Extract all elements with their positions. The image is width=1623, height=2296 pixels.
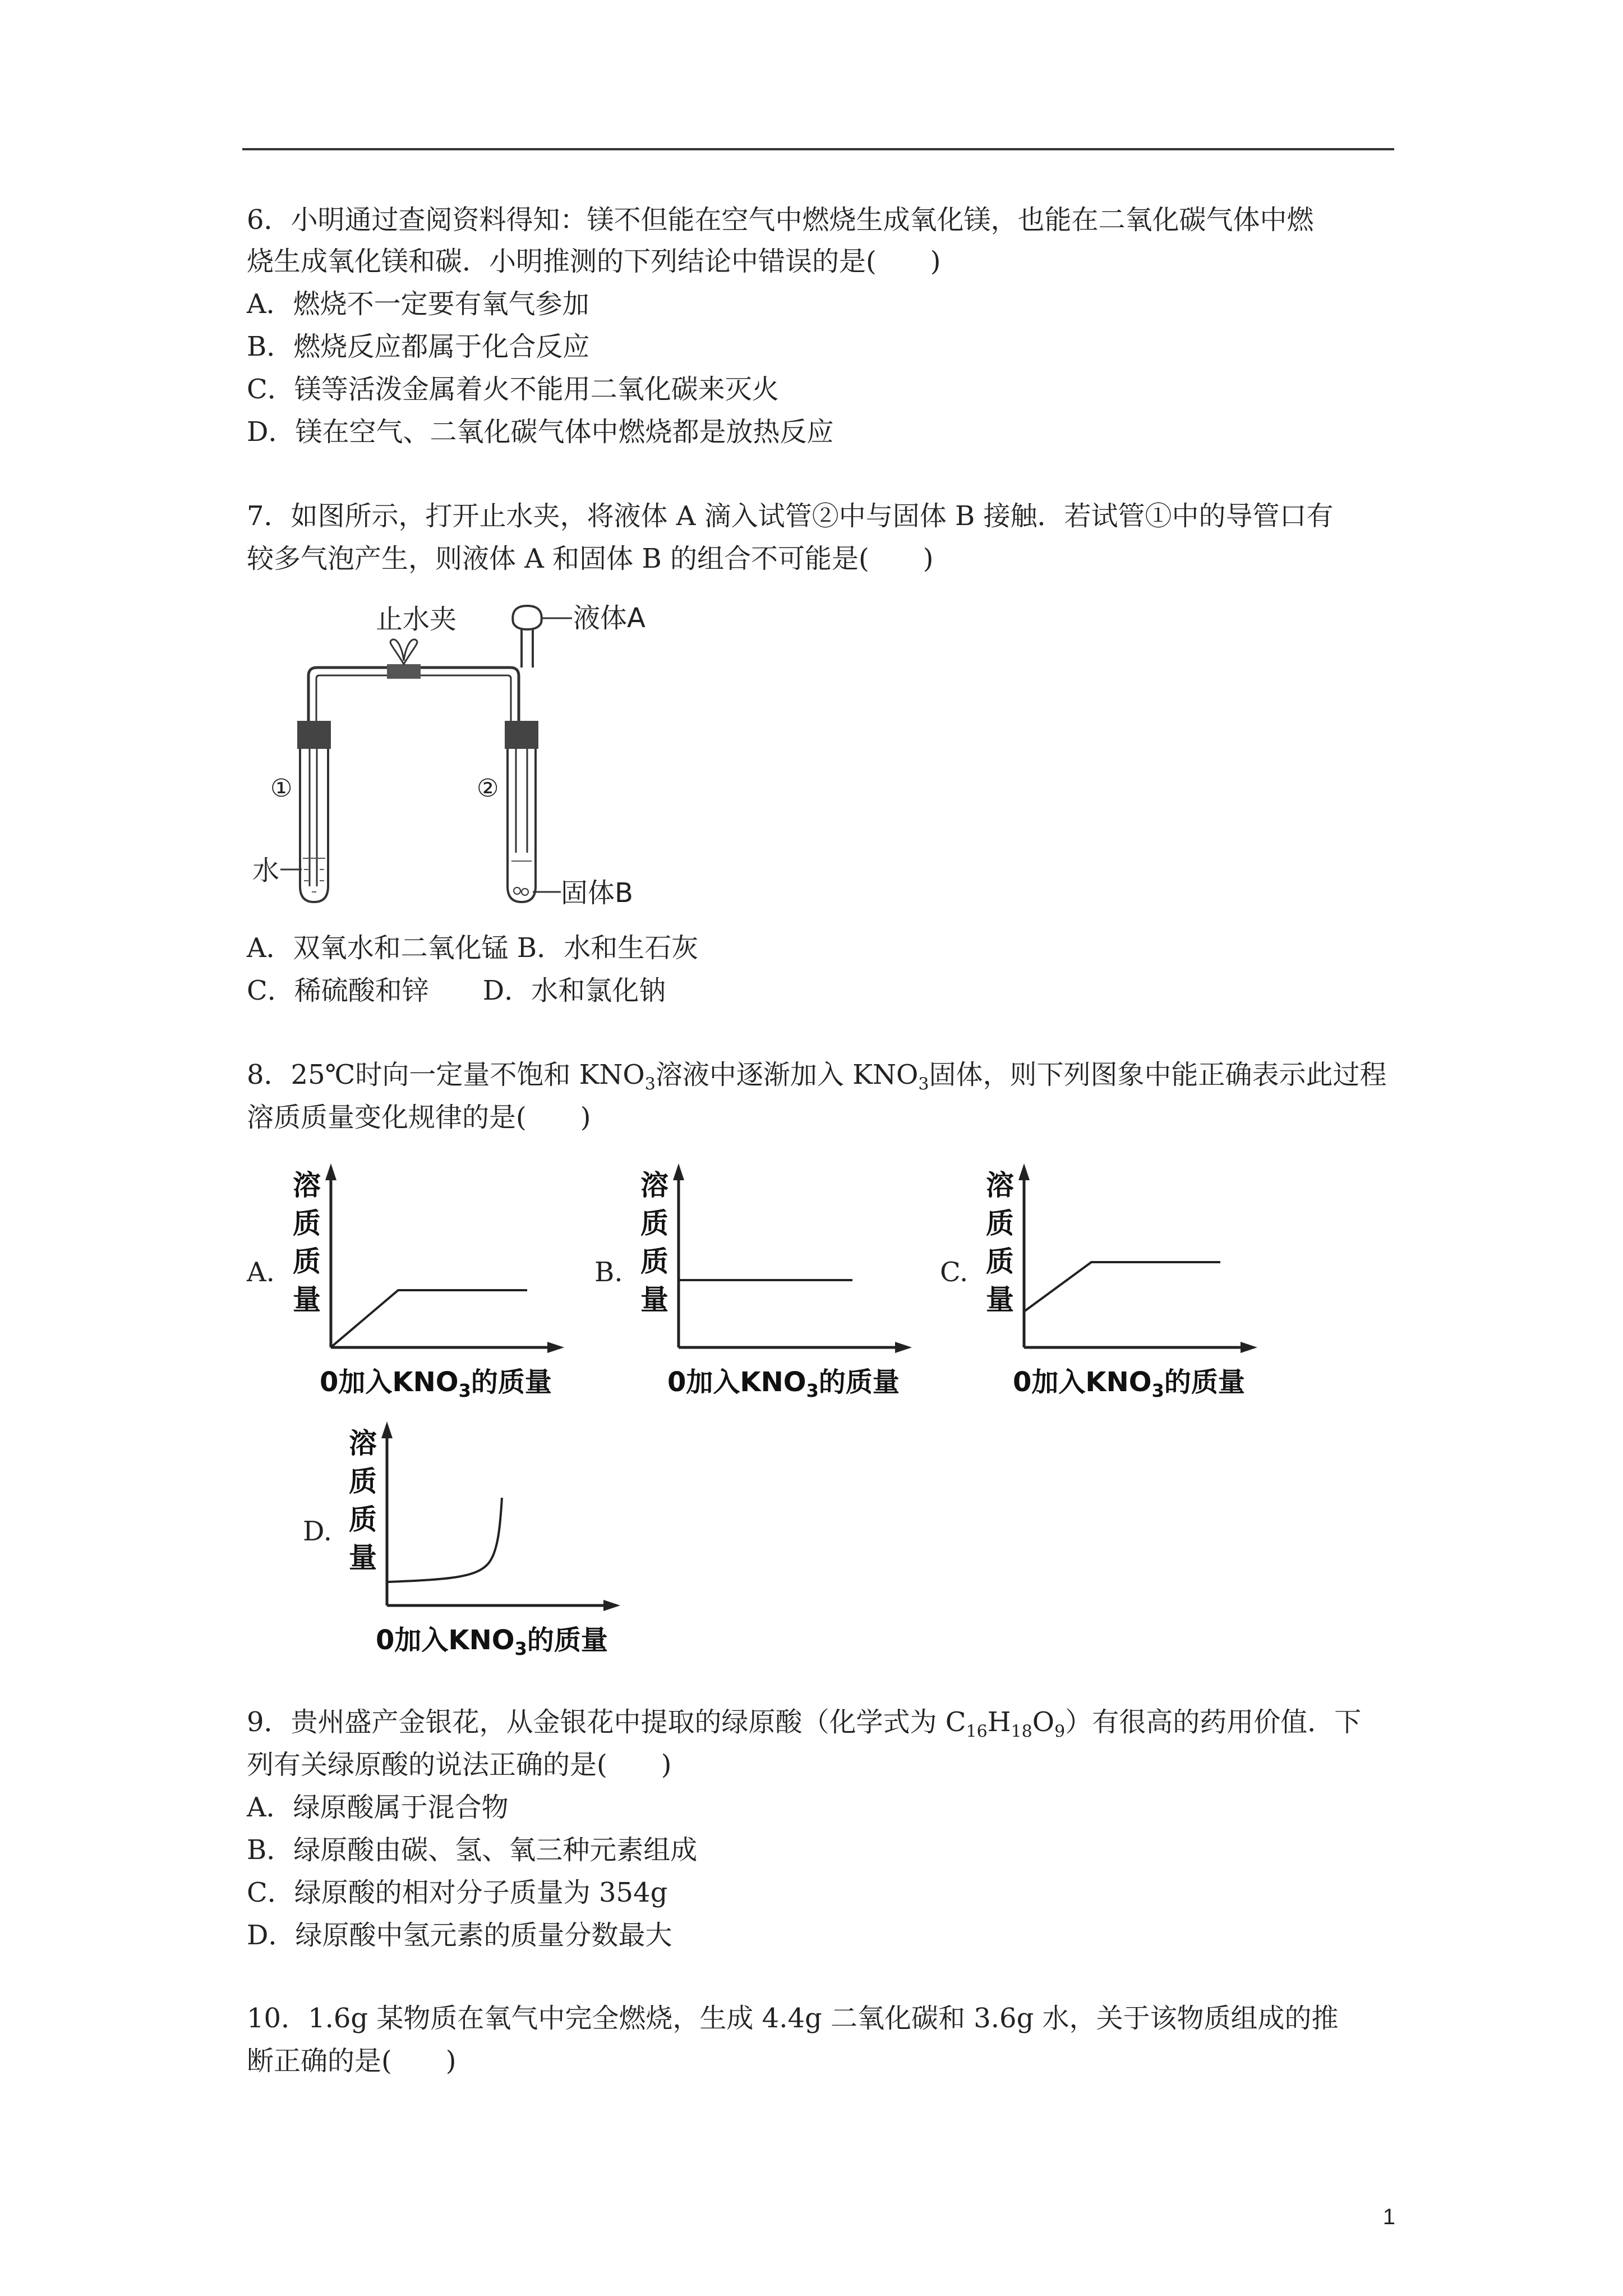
q8-graph-a xyxy=(286,1156,589,1414)
liquid-a-label: 液体A xyxy=(573,602,645,634)
header-rule xyxy=(242,148,1394,150)
q9-stem-line2: 列有关绿原酸的说法正确的是( ) xyxy=(247,1749,672,1780)
q6-option-c[interactable]: C．镁等活泼金属着火不能用二氧化碳来灭火 xyxy=(247,374,779,405)
q9-option-a[interactable]: A．绿原酸属于混合物 xyxy=(247,1792,509,1823)
page-number: 1 xyxy=(1382,2205,1395,2229)
q6-option-a[interactable]: A．燃烧不一定要有氧气参加 xyxy=(247,288,589,320)
svg-text:量: 量 xyxy=(349,1542,377,1574)
svg-text:质: 质 xyxy=(293,1207,321,1240)
q8-graph-b xyxy=(634,1156,937,1414)
tube2-label: ② xyxy=(477,774,499,803)
svg-text:0加入KNO3的质量: 0加入$KNO_3$的质量 xyxy=(320,1366,552,1401)
q8-graph-c xyxy=(979,1156,1282,1414)
funnel-icon xyxy=(513,606,541,629)
svg-text:溶: 溶 xyxy=(640,1169,668,1202)
q6-stem-line2: 烧生成氧化镁和碳．小明推测的下列结论中错误的是( ) xyxy=(247,246,941,277)
solid-b-label: 固体B xyxy=(561,877,633,909)
tube1-icon xyxy=(300,749,328,902)
svg-text:溶: 溶 xyxy=(349,1427,377,1460)
svg-text:0加入KNO3的质量: 0加入$KNO_3$的质量 xyxy=(1013,1366,1245,1401)
q8-graph-b-label[interactable]: B. xyxy=(594,1257,623,1288)
q6-option-d[interactable]: D．镁在空气、二氧化碳气体中燃烧都是放热反应 xyxy=(247,416,834,448)
tube1-label: ① xyxy=(270,774,293,803)
svg-text:量: 量 xyxy=(293,1283,321,1316)
svg-text:0加入KNO3的质量: 0加入$KNO_3$的质量 xyxy=(667,1366,900,1401)
svg-text:量: 量 xyxy=(640,1283,668,1316)
svg-text:质: 质 xyxy=(986,1245,1014,1278)
svg-text:质: 质 xyxy=(349,1465,377,1498)
q9-stem-line1: 9．贵州盛产金银花，从金银花中提取的绿原酸（化学式为 $C_{16}H_{18}O_9$）有很高的药用价值．下 xyxy=(247,1706,1362,1742)
svg-text:质: 质 xyxy=(349,1503,377,1536)
q8-stem-line2: 溶质质量变化规律的是( ) xyxy=(247,1102,591,1133)
q7-options-row1[interactable]: A．双氧水和二氧化锰 B．水和生石灰 xyxy=(247,932,699,964)
q8-stem-line1: 8．25℃时向一定量不饱和 $KNO_3$溶液中逐渐加入 $KNO_3$固体，则下列图象中能正确表示此过程 xyxy=(247,1059,1387,1094)
q8-graph-d-label[interactable]: D. xyxy=(303,1516,333,1547)
q7-options-row2[interactable]: C．稀硫酸和锌 D．水和氯化钠 xyxy=(247,975,666,1006)
q9-option-c[interactable]: C．绿原酸的相对分子质量为 354g xyxy=(247,1877,668,1908)
q9-option-d[interactable]: D．绿原酸中氢元素的质量分数最大 xyxy=(247,1920,672,1951)
clamp-label: 止水夹 xyxy=(376,604,457,635)
q10-stem-line2: 断正确的是( ) xyxy=(247,2045,457,2077)
tube1-stopper xyxy=(297,721,331,749)
tube2-icon xyxy=(508,749,536,902)
svg-text:0加入KNO3的质量: 0加入$KNO_3$的质量 xyxy=(376,1625,608,1659)
svg-text:质: 质 xyxy=(640,1245,668,1278)
q9-option-b[interactable]: B．绿原酸由碳、氢、氧三种元素组成 xyxy=(247,1834,698,1866)
q7-stem-line2: 较多气泡产生，则液体 A 和固体 B 的组合不可能是( ) xyxy=(247,543,934,574)
q8-graph-d xyxy=(342,1414,645,1672)
q8-graph-c-label[interactable]: C. xyxy=(940,1257,969,1288)
q6-option-b[interactable]: B．燃烧反应都属于化合反应 xyxy=(247,331,590,362)
svg-text:质: 质 xyxy=(293,1245,321,1278)
svg-text:质: 质 xyxy=(640,1207,668,1240)
q8-graph-a-label[interactable]: A. xyxy=(247,1257,275,1288)
water-clamp-icon xyxy=(387,664,421,679)
q7-apparatus-figure xyxy=(236,595,695,920)
water-label: 水 xyxy=(252,855,280,886)
q7-stem-line1: 7．如图所示，打开止水夹，将液体 A 滴入试管②中与固体 B 接触．若试管①中的导管口有 xyxy=(247,500,1334,532)
svg-text:溶: 溶 xyxy=(293,1169,321,1202)
svg-text:溶: 溶 xyxy=(986,1169,1014,1202)
svg-text:质: 质 xyxy=(986,1207,1014,1240)
svg-text:量: 量 xyxy=(986,1283,1014,1316)
q6-stem-line1: 6．小明通过查阅资料得知：镁不但能在空气中燃烧生成氧化镁，也能在二氧化碳气体中燃 xyxy=(247,204,1314,236)
tube2-stopper xyxy=(505,721,538,749)
q10-stem-line1: 10．1.6g 某物质在氧气中完全燃烧，生成 4.4g 二氧化碳和 3.6g 水，关于该物质组成的推 xyxy=(247,2003,1339,2034)
